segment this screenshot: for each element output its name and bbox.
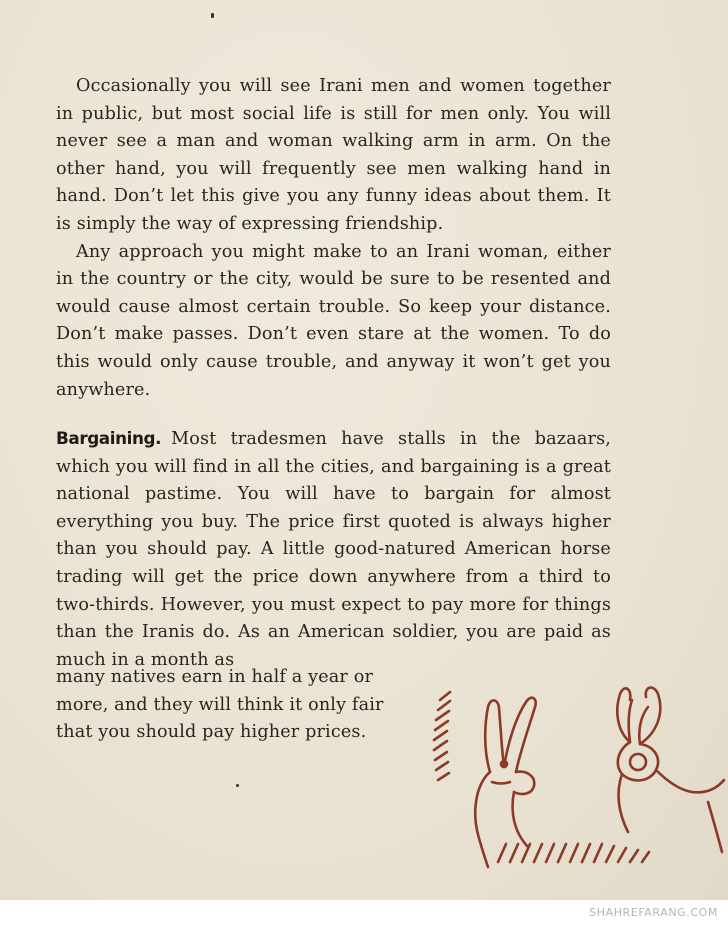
section-heading: Bargaining.	[56, 428, 162, 448]
paragraph-social-life: Occasionally you will see Irani men and women together in public, but most social life is still for men only. You will never see a man and woman walking arm in arm. On the other hand, you will frequently see men walking hand in hand. Don’t let this give you any funny ideas about them. It is simply the way of expressing friendship.	[56, 76, 611, 234]
bargaining-body: Most tradesmen have stalls in the bazaars, which you will find in all the cities, and bargaining is a great national pastime. You will have to bargain for almost everything you buy. The price first quoted is always higher than you should pay. A little good-natured American horse trading will get the price down anywhere from a third to two-thirds. However, you must expect to pay more for things than the Iranis do. As an American soldier, you are paid as much in a month as	[56, 429, 611, 670]
ink-dot	[236, 784, 239, 787]
paragraph-irani-women: Any approach you might make to an Irani woman, either in the country or the city, would be sure to be resented and would cause almost certain trouble. So keep your distance. Don’t make passes. Don’t even stare at the women. To do this would only cause trouble, and anyway it won’t get you anywhere.	[56, 241, 611, 400]
bargaining-tail	[56, 664, 396, 747]
tail-line: that you should pay higher prices.	[56, 722, 367, 743]
hand-gestures-illustration-icon	[418, 672, 728, 872]
site-watermark: SHAHREFARANG.COM	[589, 906, 718, 919]
tail-line: many natives earn in half a year or	[56, 667, 374, 687]
bargaining-section	[56, 425, 611, 674]
tail-line: more, and they will think it only fair	[56, 694, 384, 715]
bargaining-paragraph	[56, 425, 611, 674]
page-speck	[211, 13, 214, 18]
intro-section	[56, 73, 611, 404]
